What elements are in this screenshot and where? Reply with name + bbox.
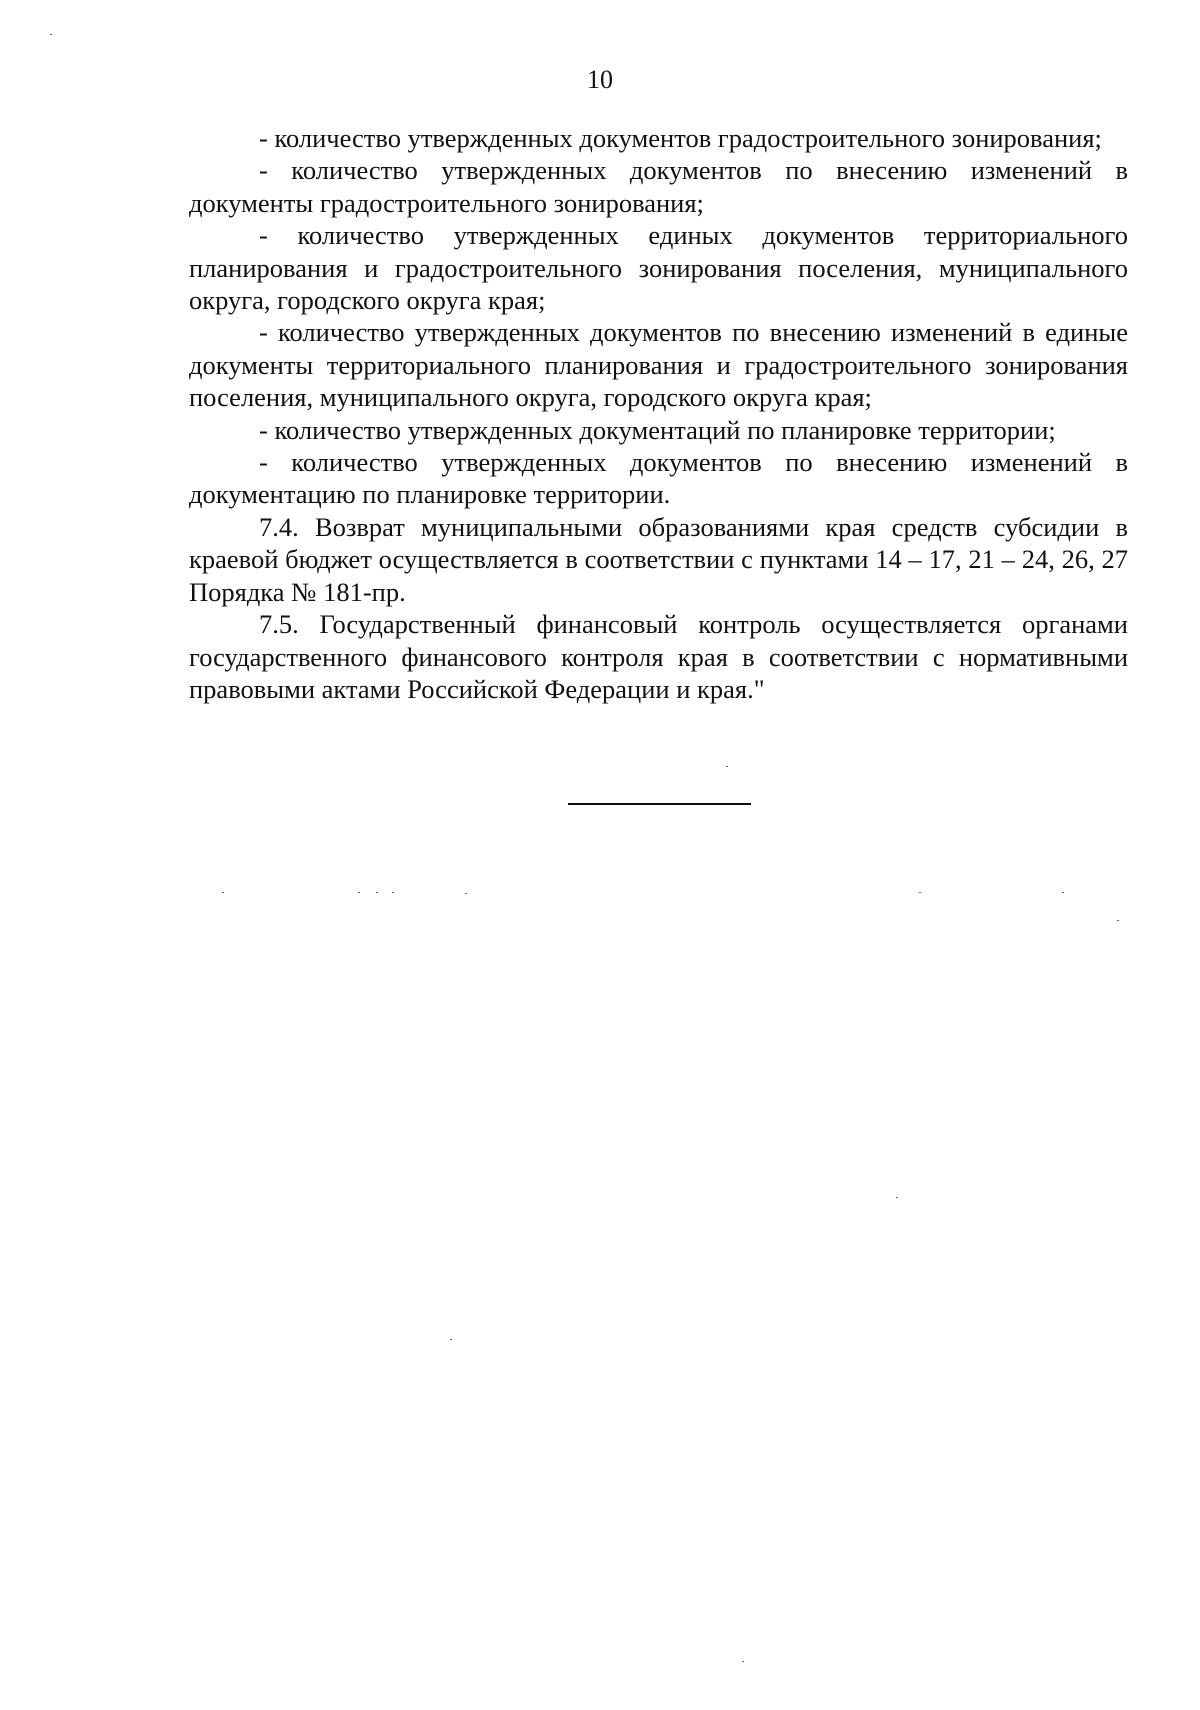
scan-speck	[392, 892, 394, 893]
document-body	[189, 122, 1128, 705]
scan-speck	[465, 893, 467, 894]
scan-speck	[358, 892, 360, 893]
scan-speck	[1117, 920, 1119, 921]
scan-speck	[742, 1661, 744, 1662]
end-divider-line	[568, 803, 751, 805]
scan-speck	[1062, 892, 1064, 893]
page-number: 10	[587, 65, 613, 94]
scan-speck	[726, 766, 728, 767]
scan-speck	[450, 1339, 452, 1340]
list-item-zoning-documents: - количество утвержденных документов градостроительного зонирования;	[259, 123, 1102, 153]
list-item-planning-amendments: - количество утвержденных документов по внесению изменений в документацию по планировке территории.	[189, 447, 1128, 510]
list-item-zoning-amendments: - количество утвержденных документов по внесению изменений в документы градостроительного зонирования;	[189, 155, 1128, 218]
scan-speck	[50, 34, 52, 35]
list-item-unified-amendments: - количество утвержденных документов по внесению изменений в единые документы территориального планирования и градостроительного зонирования поселения, муниципального округа, городского округа края;	[189, 317, 1128, 413]
scan-speck	[222, 892, 224, 893]
scan-speck	[376, 892, 378, 893]
scan-speck	[919, 892, 921, 893]
clause-7-5: 7.5. Государственный финансовый контроль осуществляется органами государственного финансового контроля края в соответствии с нормативными правовыми актами Российской Федерации и края."	[189, 609, 1128, 704]
scan-speck	[896, 1197, 898, 1198]
list-item-planning-documentation: - количество утвержденных документаций по планировке территории;	[259, 414, 1056, 445]
list-item-unified-documents: - количество утвержденных единых документов территориального планирования и градостроительного зонирования поселения, муниципального округа, городского округа края;	[189, 220, 1128, 316]
clause-7-4: 7.4. Возврат муниципальными образованиями края средств субсидии в краевой бюджет осуществляется в соответствии с пунктами 14 – 17, 21 – 24, 26, 27 Порядка № 181-пр.	[189, 511, 1128, 607]
